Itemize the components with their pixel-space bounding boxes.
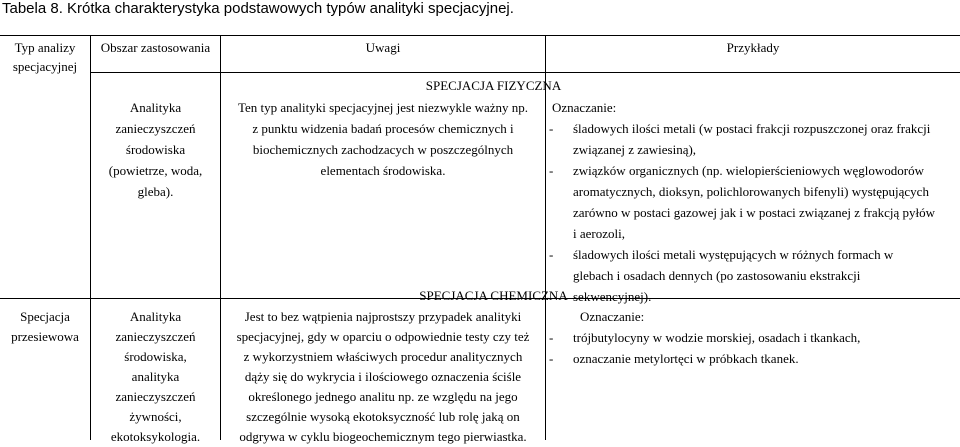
area-line: (powietrze, woda, <box>108 163 203 178</box>
bullet-dash: - <box>549 121 554 136</box>
header-examples: Przykłady <box>726 40 780 55</box>
bullet-dash: - <box>549 163 554 178</box>
section-title-chemical: SPECJACJA CHEMICZNA <box>419 288 568 303</box>
example-line: związków organicznych (np. wielopierścieniowych węglowodorów <box>573 163 925 178</box>
example-line: aromatycznych, dioksyn, polichlorowanych bifenyli) występujących <box>573 184 929 199</box>
remarks-line: Jest to bez wątpienia najprostszy przypadek analityki <box>244 309 522 324</box>
example-line: glebach i osadach dennych (po zastosowaniu ekstrakcji <box>573 268 861 283</box>
remarks-line: określonego jednego analitu np. ze względu na jego <box>248 389 518 404</box>
examples-intro: Oznaczanie: <box>552 100 617 115</box>
example-line: oznaczanie metylortęci w próbkach tkanek. <box>573 351 799 366</box>
header-remarks: Uwagi <box>365 40 401 55</box>
bullet-dash: - <box>549 351 554 366</box>
area-line: gleba). <box>137 184 174 199</box>
remarks-line: Ten typ analityki specjacyjnej jest niezwykle ważny np. <box>237 100 529 115</box>
example-line: związanej z zawiesiną), <box>573 142 697 157</box>
remarks-line: dąży się do wykrycia i ilościowego oznaczenia ściśle <box>244 369 522 384</box>
examples-intro: Oznaczanie: <box>580 309 645 324</box>
remarks-line: specjacyjnej, gdy w oparciu o odpowiednie testy czy też <box>236 329 530 344</box>
area-line: Analityka <box>129 100 182 115</box>
example-line: trójbutylocyny w wodzie morskiej, osadach i tkankach, <box>573 330 861 345</box>
header-type-line-2: specjacyjnej <box>12 59 78 74</box>
section-title-physical: SPECJACJA FIZYCZNA <box>425 78 562 93</box>
area-line: środowiska, <box>124 349 187 364</box>
remarks-line: szczególnie wysoką ekotoksyczność lub rolę jaką on <box>246 409 520 424</box>
area-line: zanieczyszczeń <box>115 389 196 404</box>
area-line: żywności, <box>129 409 182 424</box>
area-line: analityka <box>131 369 180 384</box>
example-line: śladowych ilości metali występujących w różnych formach w <box>573 247 894 262</box>
type-line: przesiewowa <box>11 329 79 344</box>
remarks-line: biochemicznych zachodzacych w poszczególnych <box>252 142 514 157</box>
header-area: Obszar zastosowania <box>100 40 211 55</box>
type-line: Specjacja <box>20 309 70 324</box>
area-line: zanieczyszczeń <box>115 329 196 344</box>
area-line: ekotoksykologia. <box>110 429 201 444</box>
area-line: środowiska <box>125 142 186 157</box>
table-top-border <box>0 35 960 36</box>
example-line: sekwencyjnej). <box>573 289 652 304</box>
remarks-line: z punktu widzenia badań procesów chemicznych i <box>252 121 514 136</box>
area-line: Analityka <box>129 309 182 324</box>
area-line: zanieczyszczeń <box>115 121 196 136</box>
table-caption: Tabela 8. Krótka charakterystyka podstawowych typów analityki specjacyjnej. <box>2 0 514 17</box>
example-line: śladowych ilości metali (w postaci frakcji rozpuszczonej oraz frakcji <box>573 121 931 136</box>
example-line: i aerozoli, <box>573 226 625 241</box>
remarks-line: elementach środowiska. <box>320 163 446 178</box>
header-type-line-1: Typ analizy <box>14 40 76 55</box>
example-line: zarówno w postaci gazowej jak i w postaci związanej z frakcją pyłów <box>573 205 936 220</box>
bullet-dash: - <box>549 330 554 345</box>
remarks-line: z wykorzystniem właściwych procedur analitycznych <box>243 349 523 364</box>
remarks-line: odgrywa w cyklu biogeochemicznym tego pierwiastka. <box>239 429 527 444</box>
bullet-dash: - <box>549 247 554 262</box>
